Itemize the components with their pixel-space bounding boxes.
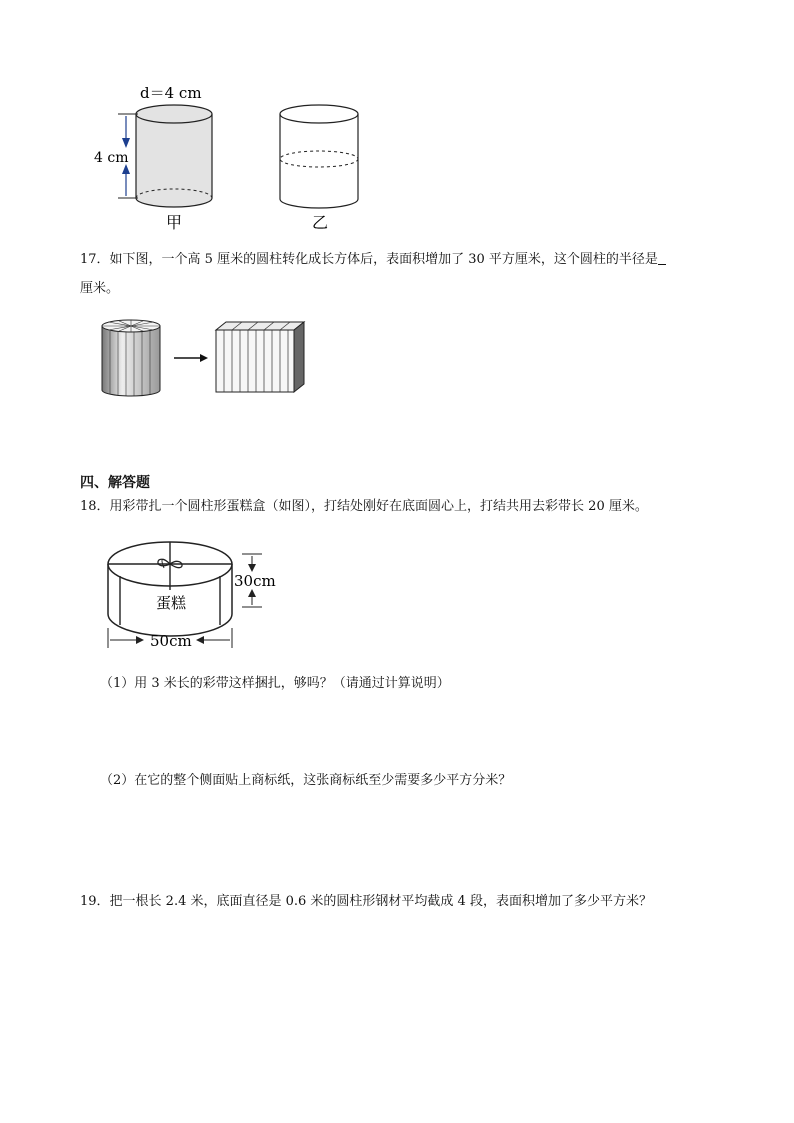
question-17-line2: 厘米。 — [80, 281, 120, 296]
cake-box-figure — [100, 528, 300, 658]
question-19: 19．把一根长 2.4 米，底面直径是 0.6 米的圆柱形钢材平均截成 4 段，表面积增加了多少平方米？ — [80, 894, 652, 909]
cake-label: 蛋糕 — [156, 594, 187, 612]
question-18: 18．用彩带扎一个圆柱形蛋糕盒（如图），打结处刚好在底面圆心上，打结共用去彩带长 20 厘米。 — [80, 499, 648, 514]
diameter-label: d＝4 cm — [140, 84, 202, 102]
question-18-part-1: （1）用 3 米长的彩带这样捆扎，够吗？（请通过计算说明） — [100, 676, 450, 691]
cylinder-to-box-figure — [96, 312, 311, 402]
question-18-part-2: （2）在它的整个侧面贴上商标纸，这张商标纸至少需要多少平方分米？ — [100, 773, 512, 788]
section-title: 四、解答题 — [80, 475, 150, 491]
height-label: 30cm — [234, 572, 276, 590]
diameter-label: 50cm — [150, 632, 192, 650]
cylinders-figure — [88, 78, 378, 238]
right-cylinder-label: 乙 — [312, 213, 329, 232]
answer-blank[interactable] — [658, 250, 666, 265]
question-17-line1: 17．如下图，一个高 5 厘米的圆柱转化成长方体后，表面积增加了 30 平方厘米，这个圆柱的半径是 — [80, 250, 666, 269]
left-cylinder-label: 甲 — [166, 213, 183, 232]
height-label: 4 cm — [94, 150, 129, 166]
